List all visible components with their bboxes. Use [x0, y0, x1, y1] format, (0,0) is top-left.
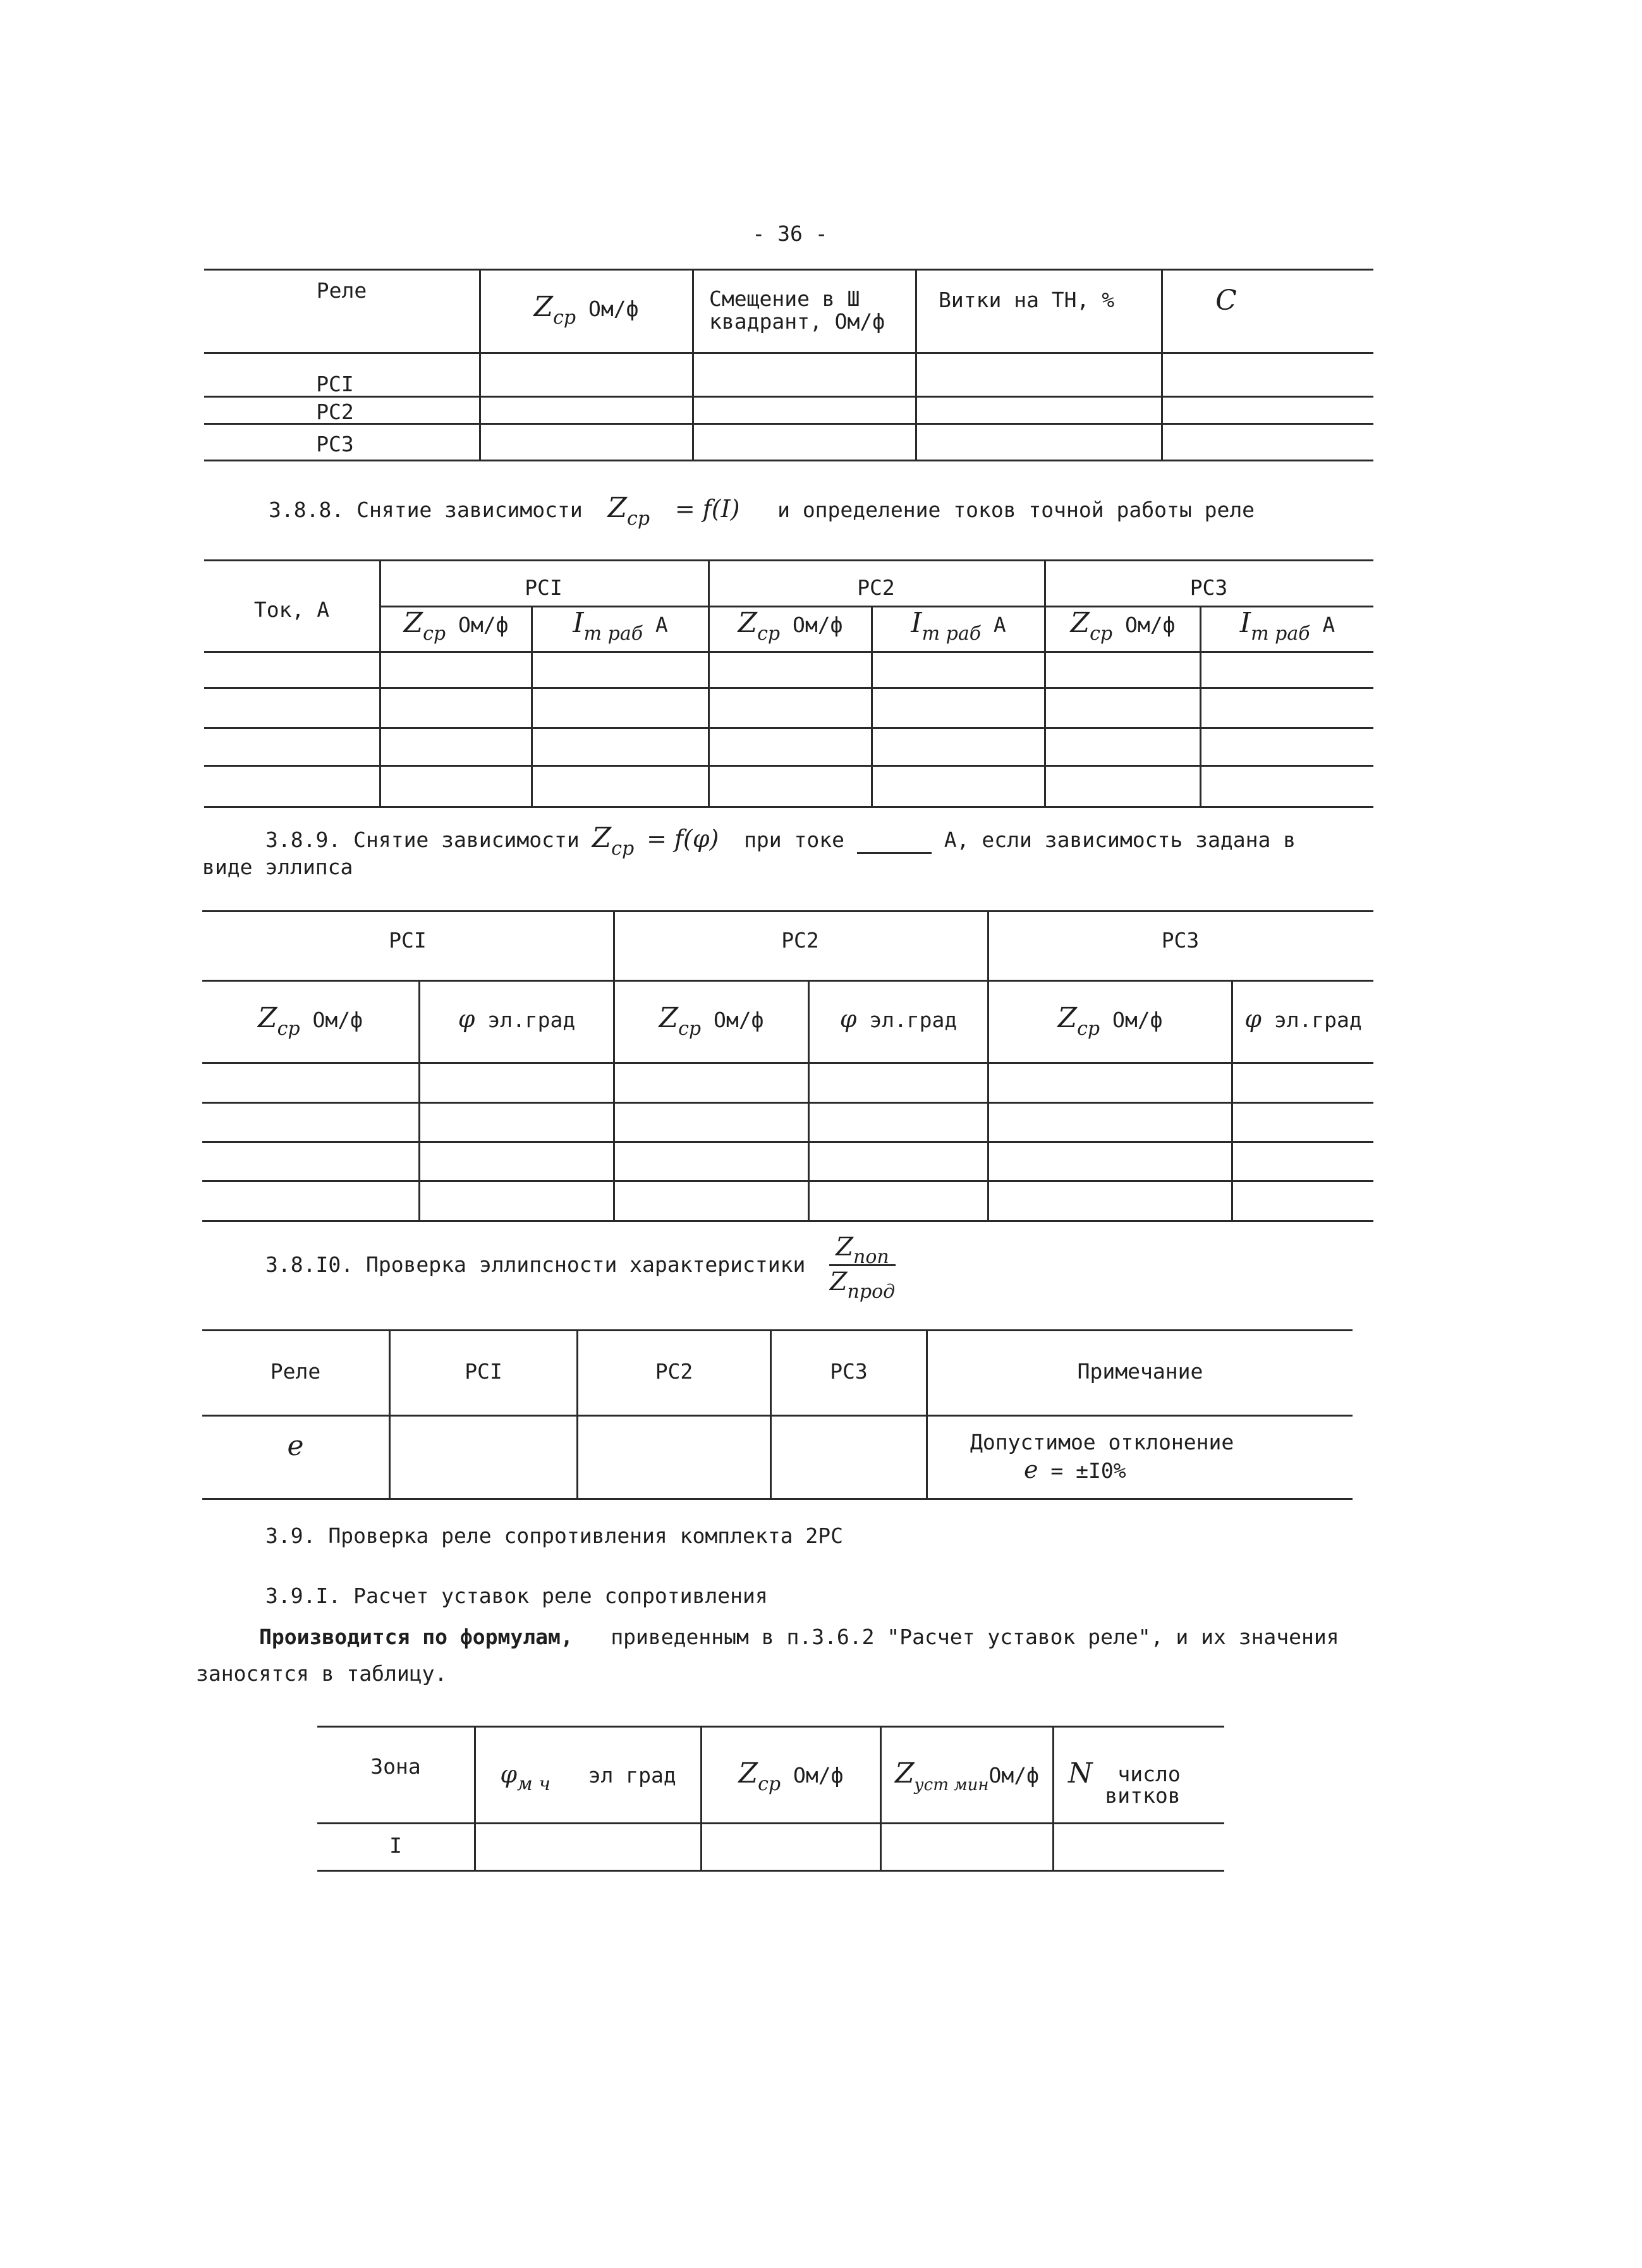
- header-relay-2: РС2: [857, 575, 895, 600]
- header-relay-1: РСI: [525, 575, 563, 600]
- header-relay-3: РС3: [1189, 575, 1228, 600]
- header-phi-3: φ эл.град: [1244, 1005, 1362, 1033]
- header-irab-1: Iт раб А: [573, 607, 668, 645]
- paragraph-line1: Производится по формулам, приведенным в п.3.6.2 "Расчет уставок реле", и их значения: [259, 1625, 1339, 1649]
- header-zsr-1: Zср Ом/ф: [258, 1002, 363, 1040]
- row-label: РС3: [316, 432, 354, 456]
- header-relay-1: РСI: [389, 928, 427, 953]
- header-phi-1: φ эл.град: [458, 1005, 576, 1033]
- note-text: Допустимое отклонение e = ±I0%: [970, 1430, 1234, 1484]
- header-relay-3: РС3: [1161, 928, 1200, 953]
- section-3-8-8-heading: 3.8.8. Снятие зависимости Zср = f(I) и определение токов точной работы реле: [269, 492, 1255, 530]
- header-c: C: [1215, 284, 1237, 317]
- header-offset: Смещение в Ш квадрант, Ом/ф: [709, 286, 885, 334]
- header-zsr-3: Zср Ом/ф: [1057, 1002, 1163, 1040]
- header-phi-2: φ эл.град: [839, 1005, 958, 1033]
- page-number: - 36 -: [752, 221, 828, 246]
- header-zsr-3: Zср Ом/ф: [1070, 607, 1176, 645]
- header-phi-mch: φм ч эл град: [500, 1760, 676, 1795]
- section-3-8-9-line2: виде эллипса: [202, 855, 353, 879]
- header-zsr-1: Zср Ом/ф: [403, 607, 509, 645]
- header-zust-min: $Z_{уст мин}Ом/ф$: [894, 1757, 1040, 1795]
- header-zone: Зона: [370, 1754, 421, 1779]
- header-relay-3: РС3: [830, 1359, 868, 1384]
- row-label: РС2: [316, 399, 354, 424]
- section-3-9-1-heading: 3.9.I. Расчет уставок реле сопротивления: [265, 1583, 768, 1608]
- row-label: РСI: [316, 372, 354, 396]
- header-irab-3: Iт раб А: [1239, 607, 1335, 645]
- header-zsr: Zср Ом/ф: [533, 291, 639, 329]
- header-relay-2: РС2: [781, 928, 819, 953]
- section-3-8-10-heading: 3.8.I0. Проверка эллипсности характеристики $\frac{\text{Zпоп}}{\text{Zпрод}}$: [265, 1233, 896, 1303]
- header-zsr-2: Zср Ом/ф: [659, 1002, 764, 1040]
- header-relay: Реле: [316, 278, 367, 303]
- header-note: Примечание: [1077, 1359, 1203, 1384]
- header-zsr-2: Zср Ом/ф: [738, 607, 843, 645]
- header-turns: Витки на ТН, %: [939, 288, 1115, 312]
- ellipticity-fraction: $\frac{\text{Zпоп}}{\text{Zпрод}}$: [829, 1233, 896, 1303]
- header-relay-2: РС2: [655, 1359, 693, 1384]
- row-zone: I: [389, 1833, 402, 1858]
- header-irab-2: Iт раб А: [911, 607, 1006, 645]
- header-turns: N число витков: [1068, 1757, 1181, 1808]
- header-relay: Реле: [270, 1359, 321, 1384]
- header-current: Ток, А: [253, 597, 330, 622]
- paragraph-line2: заносятся в таблицу.: [196, 1661, 447, 1686]
- section-3-8-9-heading: 3.8.9. Снятие зависимости Zср = f(φ) при токе А, если зависимость задана в: [265, 822, 1296, 860]
- section-3-9-heading: 3.9. Проверка реле сопротивления комплекта 2РС: [265, 1523, 843, 1548]
- row-label-e: e: [287, 1430, 304, 1462]
- header-zsr: Zср Ом/ф: [738, 1757, 844, 1795]
- header-relay-1: РСI: [465, 1359, 502, 1384]
